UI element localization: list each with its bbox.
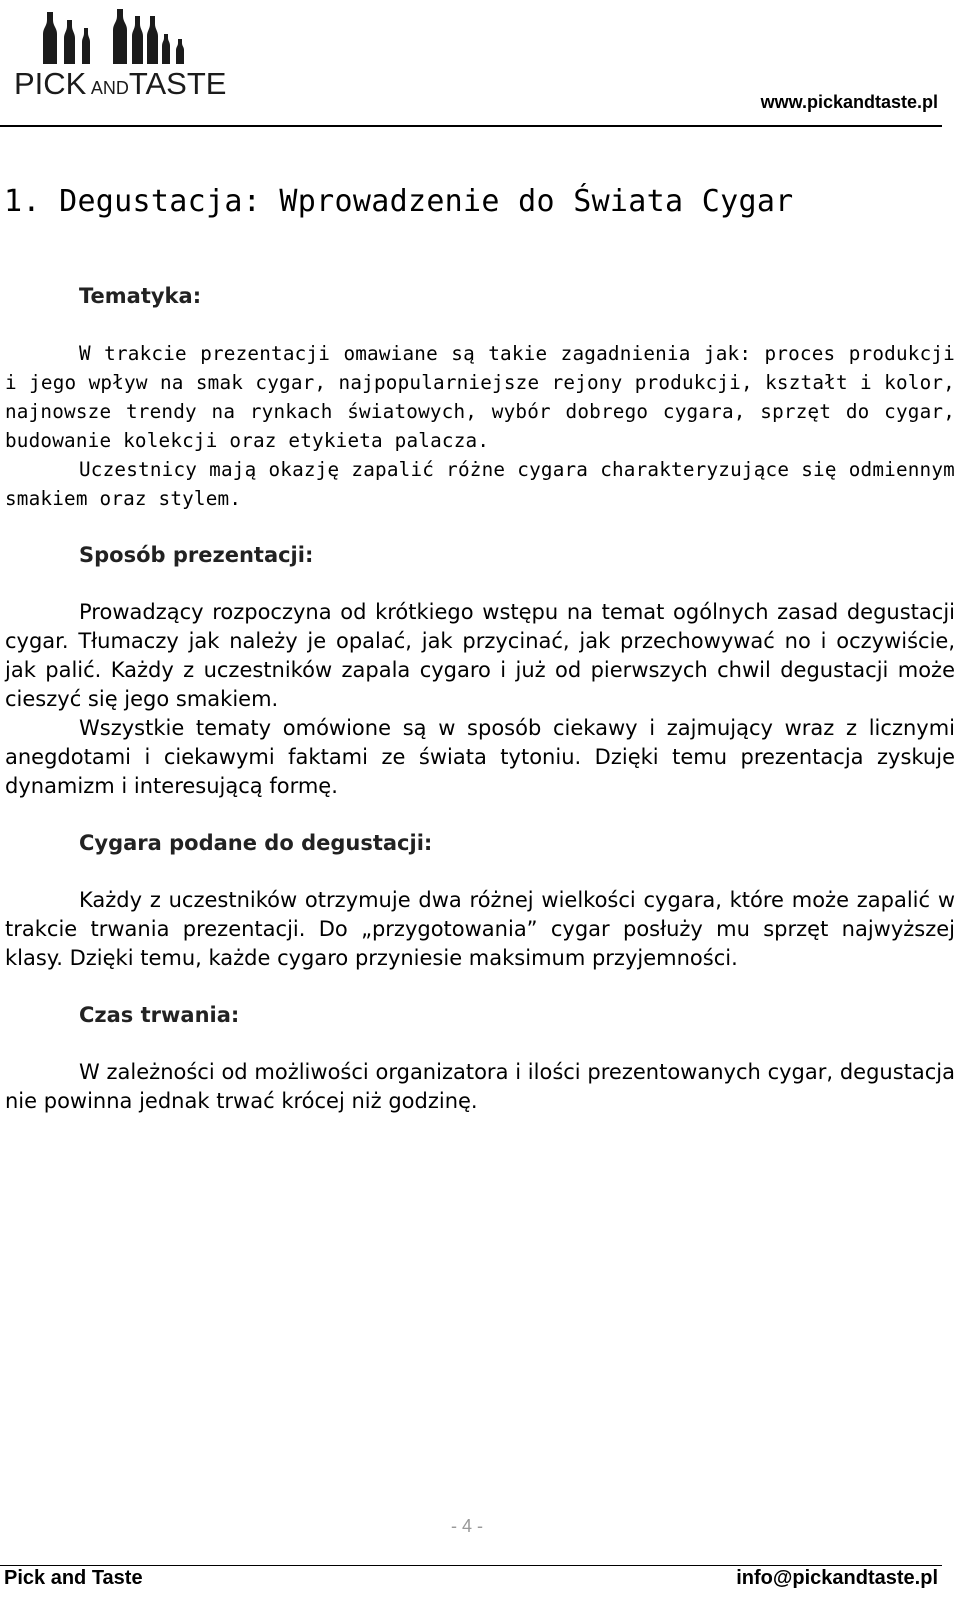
logo-word-and: AND — [90, 78, 129, 98]
paragraph-cygara-1: Każdy z uczestników otrzymuje dwa różnej wielkości cygara, które może zapalić w trakcie trwania prezentacji. Do „przygotowania” cygar posłuży mu sprzęt najwyższej klasy. Dzięki temu, każde cygaro przyniesie maksimum przyjemności. — [5, 888, 955, 970]
paragraph-tematyka-2: Uczestnicy mają okazję zapalić różne cygara charakteryzujące się odmiennym smakiem oraz stylem. — [5, 458, 955, 510]
logo-word-pick: PICK — [14, 66, 87, 101]
paragraph-sposob-2: Wszystkie tematy omówione są w sposób ciekawy i zajmujący wraz z licznymi anegdotami i ciekawymi faktami ze świata tytoniu. Dzięki temu prezentacja zyskuje dynamizm i interesującą formę. — [5, 716, 955, 798]
page-number: - 4 - — [451, 1516, 484, 1536]
footer-email[interactable]: info@pickandtaste.pl — [736, 1567, 938, 1589]
paragraph-czas-1: W zależności od możliwości organizatora i ilości prezentowanych cygar, degustacja nie powinna jednak trwać krócej niż godzinę. — [5, 1060, 955, 1113]
document-body — [5, 282, 955, 1116]
company-logo — [12, 8, 227, 101]
paragraph-tematyka-1: W trakcie prezentacji omawiane są takie zagadnienia jak: proces produkcji i jego wpływ na smak cygar, najpopularniejsze rejony produkcji, kształt i kolor, najnowsze trendy na rynkach światowych, wybór dobrego cygara, sprzęt do cygar, budowanie kolekcji oraz etykieta palacza. — [5, 342, 955, 452]
footer-company: Pick and Taste — [4, 1567, 143, 1589]
section-heading-cygara: Cygara podane do degustacji: — [79, 831, 433, 855]
page-title: 1. Degustacja: Wprowadzenie do Świata Cygar — [4, 184, 794, 219]
logo-wordmark — [14, 66, 226, 102]
section-heading-sposob: Sposób prezentacji: — [79, 543, 314, 567]
section-heading-tematyka: Tematyka: — [79, 284, 202, 308]
logo-word-taste: TASTE — [128, 66, 227, 101]
section-heading-czas: Czas trwania: — [79, 1003, 240, 1027]
header-divider — [0, 125, 942, 127]
footer-divider — [0, 1565, 942, 1566]
bottles-icon — [12, 8, 212, 66]
paragraph-sposob-1: Prowadzący rozpoczyna od krótkiego wstępu na temat ogólnych zasad degustacji cygar. Tłumaczy jak należy je opalać, jak przycinać, jak przechowywać no i oczywiście, jak palić. Każdy z uczestników zapala cygaro i już od pierwszych chwil degustacji może cieszyć się jego smakiem. — [5, 600, 955, 711]
website-url[interactable]: www.pickandtaste.pl — [760, 92, 938, 112]
